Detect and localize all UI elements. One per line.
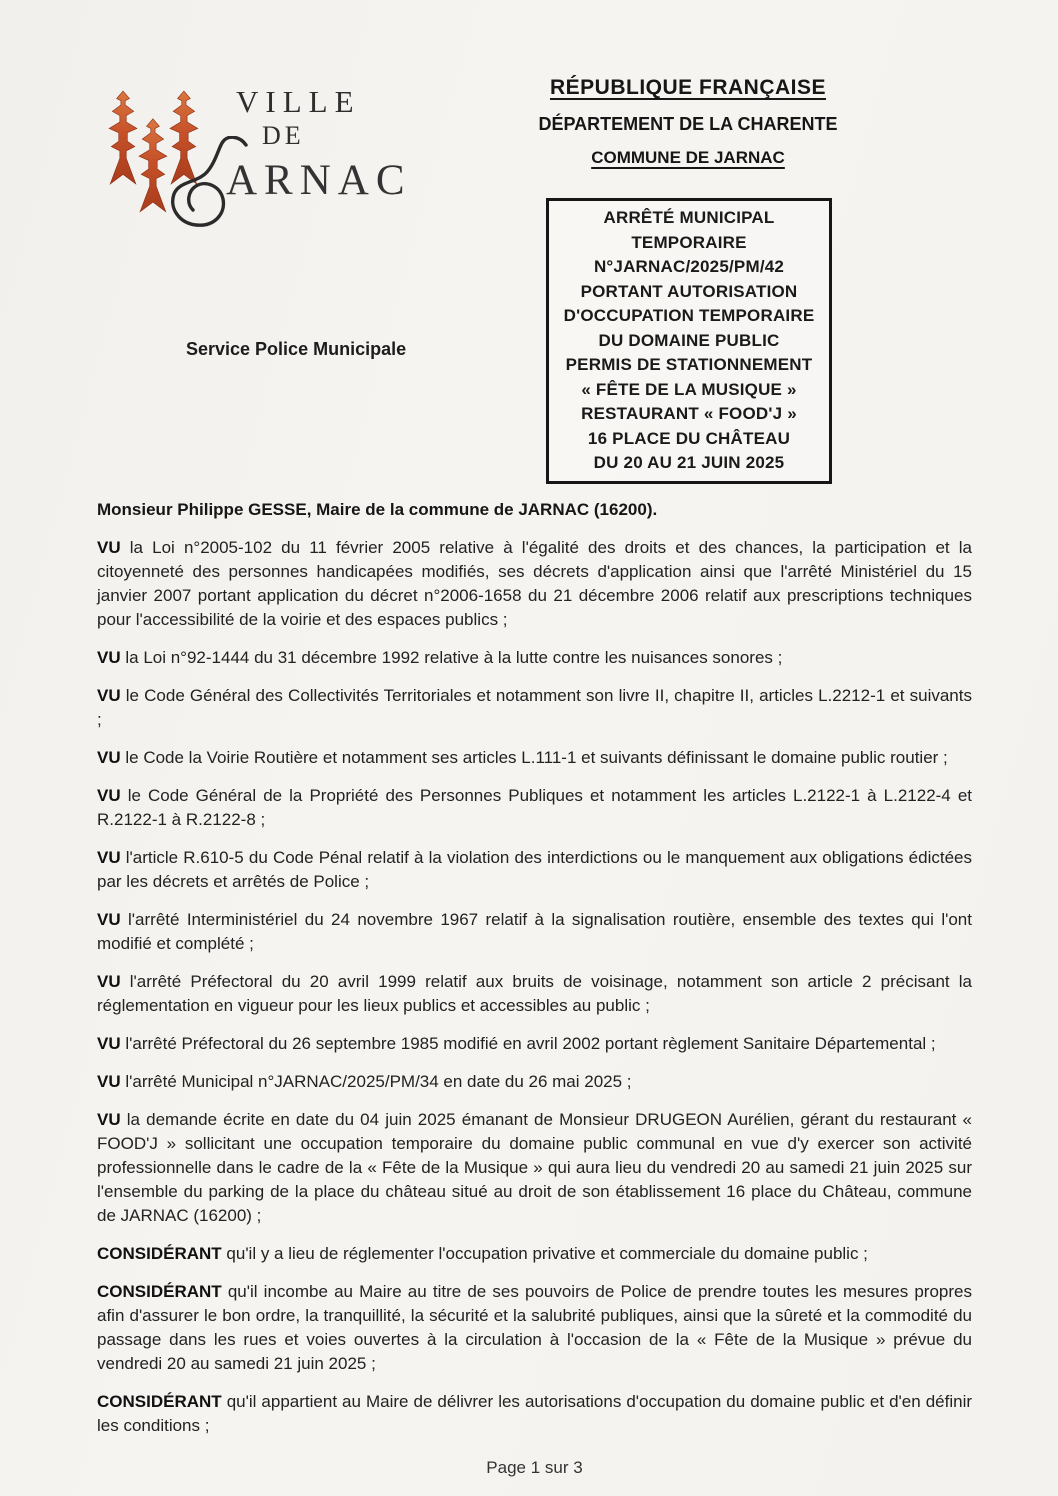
vu-paragraph (97, 908, 972, 956)
vu-paragraph (97, 1108, 972, 1228)
logo-ville-text: VILLE (236, 84, 361, 119)
considerant-text: qu'il y a lieu de réglementer l'occupation privative et commerciale du domaine public ; (226, 1244, 868, 1263)
decree-title-line: TEMPORAIRE (631, 232, 747, 252)
considerant-lead: CONSIDÉRANT (97, 1282, 222, 1301)
logo-arnac-text: ARNAC (226, 157, 412, 204)
decree-restaurant-line: RESTAURANT « FOOD'J » (581, 404, 797, 424)
considerant-paragraph (97, 1242, 972, 1266)
city-logo (0, 0, 420, 260)
decree-dates-line: DU 20 AU 21 JUIN 2025 (593, 453, 785, 473)
vu-text: le Code Général des Collectivités Territoriales et notamment son livre II, chapitre II, articles L.2212-1 et suivants ; (97, 686, 972, 729)
vu-paragraph (97, 684, 972, 732)
decree-title-box (546, 198, 832, 484)
vu-paragraph (97, 784, 972, 832)
decree-title-line: PORTANT AUTORISATION (580, 281, 798, 301)
commune-title: COMMUNE DE JARNAC (591, 148, 785, 167)
considerant-text: qu'il incombe au Maire au titre de ses pouvoirs de Police de prendre toutes les mesures propres afin d'assurer le bon ordre, la tranquillité, la sécurité et la salubrité publiques, ainsi que la sûreté et la commodité du passage dans les rues et voies ouvertes à la circulation à l'occasion de la « Fête de la Musique » prévue du vendredi 20 au samedi 21 juin 2025 ; (97, 1282, 972, 1373)
logo-de-text: DE (262, 121, 305, 150)
service-line: Service Police Municipale (186, 339, 407, 359)
vu-text: l'article R.610-5 du Code Pénal relatif à la violation des interdictions ou le manquement aux obligations édictées par les décrets et arrêtés de Police ; (97, 848, 972, 891)
decree-event-line: « FÊTE DE LA MUSIQUE » (581, 379, 797, 399)
vu-text: l'arrêté Préfectoral du 20 avril 1999 relatif aux bruits de voisinage, notamment son article 2 précisant la réglementation en vigueur pour les lieux publics et accessibles au public ; (97, 972, 972, 1015)
vu-paragraph (97, 646, 972, 670)
vu-lead: VU (97, 748, 121, 767)
considerant-paragraph (97, 1280, 972, 1376)
decree-title-line: D'OCCUPATION TEMPORAIRE (563, 306, 815, 326)
vu-paragraph (97, 1032, 972, 1056)
vu-lead: VU (97, 848, 121, 867)
page-number: Page 1 sur 3 (486, 1458, 583, 1477)
vu-lead: VU (97, 910, 121, 929)
document-body (97, 498, 972, 1452)
vu-lead: VU (97, 686, 121, 705)
vu-lead: VU (97, 972, 121, 991)
vu-text: la Loi n°92-1444 du 31 décembre 1992 relative à la lutte contre les nuisances sonores ; (125, 648, 783, 667)
vu-paragraph (97, 970, 972, 1018)
decree-number: N°JARNAC/2025/PM/42 (593, 257, 785, 277)
vu-paragraph (97, 846, 972, 894)
vu-text: la demande écrite en date du 04 juin 2025 émanant de Monsieur DRUGEON Aurélien, gérant du restaurant « FOOD'J » sollicitant une occupation temporaire du domaine public communal en vue d'y exercer son activité professionnelle dans le cadre de la « Fête de la Musique » qui aura lieu du vendredi 20 au samedi 21 juin 2025 sur l'ensemble du parking de la place du château situé au droit de son établissement 16 place du Château, commune de JARNAC (16200) ; (97, 1110, 972, 1225)
vu-paragraph (97, 1070, 972, 1094)
mayor-intro-line: Monsieur Philippe GESSE, Maire de la commune de JARNAC (16200). (97, 500, 658, 519)
considerant-text: qu'il appartient au Maire de délivrer les autorisations d'occupation du domaine public et d'en définir les conditions ; (97, 1392, 973, 1435)
decree-address-line: 16 PLACE DU CHÂTEAU (587, 428, 791, 448)
vu-text: l'arrêté Municipal n°JARNAC/2025/PM/34 en date du 26 mai 2025 ; (125, 1072, 632, 1091)
vu-paragraph (97, 746, 972, 770)
decree-title-line: PERMIS DE STATIONNEMENT (565, 355, 813, 375)
considerant-paragraph (97, 1390, 972, 1438)
vu-text: l'arrêté Préfectoral du 26 septembre 1985 modifié en avril 2002 portant règlement Sanitaire Départemental ; (125, 1034, 936, 1053)
vu-lead: VU (97, 786, 121, 805)
vu-text: la Loi n°2005-102 du 11 février 2005 relative à l'égalité des droits et des chances, la participation et la citoyenneté des personnes handicapées modifiés, ses décrets d'application ainsi que l'arrêté Ministériel du 15 janvier 2007 portant application du décret n°2006-1658 du 21 décembre 2006 relatif aux prescriptions techniques pour l'accessibilité de la voirie et des espaces publics ; (97, 538, 972, 629)
vu-lead: VU (97, 1110, 121, 1129)
vu-text: le Code la Voirie Routière et notamment ses articles L.111-1 et suivants définissant le domaine public routier ; (125, 748, 948, 767)
department-title: DÉPARTEMENT DE LA CHARENTE (538, 114, 838, 134)
vu-text: le Code Général de la Propriété des Personnes Publiques et notamment les articles L.2122-1 à L.2122-4 et R.2122-1 à R.2122-8 ; (97, 786, 972, 829)
considerant-lead: CONSIDÉRANT (97, 1244, 222, 1263)
gov-header (508, 76, 868, 168)
vu-lead: VU (97, 1072, 121, 1091)
fish-left-icon (109, 91, 137, 184)
vu-text: l'arrêté Interministériel du 24 novembre 1967 relatif à la signalisation routière, ensemble des textes qui l'ont modifié et complété ; (97, 910, 972, 953)
vu-lead: VU (97, 538, 121, 557)
vu-paragraph (97, 536, 972, 632)
considerant-lead: CONSIDÉRANT (97, 1392, 222, 1411)
decree-title-line: DU DOMAINE PUBLIC (598, 330, 780, 350)
vu-lead: VU (97, 1034, 121, 1053)
decree-title-line: ARRÊTÉ MUNICIPAL (603, 208, 775, 228)
fish-middle-icon (139, 119, 167, 212)
vu-lead: VU (97, 648, 121, 667)
republic-title: RÉPUBLIQUE FRANÇAISE (549, 76, 827, 99)
